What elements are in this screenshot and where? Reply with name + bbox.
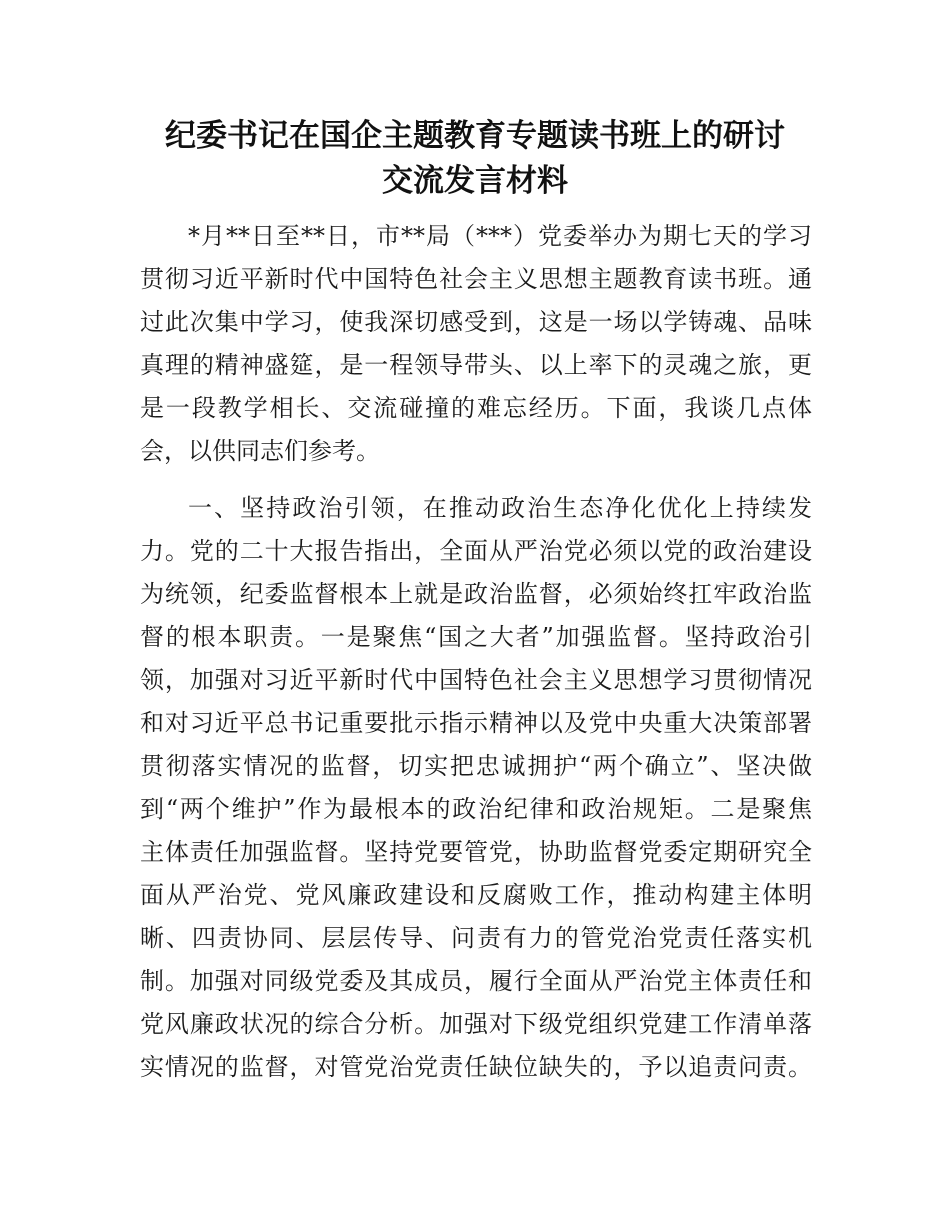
- document-title-line-1: 纪委书记在国企主题教育专题读书班上的研讨: [165, 118, 785, 154]
- paragraph-line: 贯彻习近平新时代中国特色社会主义思想主题教育读书班。通: [140, 265, 812, 293]
- paragraph-line: 党风廉政状况的综合分析。加强对下级党组织党建工作清单落: [140, 1010, 812, 1038]
- document-title-line-2: 交流发言材料: [382, 163, 568, 199]
- paragraph-line: 为统领，纪委监督根本上就是政治监督，必须始终扛牢政治监: [140, 580, 812, 608]
- paragraph-line: 到“两个维护”作为最根本的政治纪律和政治规矩。二是聚焦: [140, 795, 812, 823]
- paragraph-line: 一、坚持政治引领，在推动政治生态净化优化上持续发: [188, 494, 812, 522]
- paragraph-line: 贯彻落实情况的监督，切实把忠诚拥护“两个确立”、坚决做: [140, 752, 812, 780]
- paragraph-line: 督的根本职责。一是聚焦“国之大者”加强监督。坚持政治引: [140, 623, 812, 651]
- paragraph-line: 主体责任加强监督。坚持党要管党，协助监督党委定期研究全: [140, 838, 812, 866]
- paragraph-line: 制。加强对同级党委及其成员，履行全面从严治党主体责任和: [140, 967, 812, 995]
- paragraph-line: 会，以供同志们参考。: [140, 437, 380, 465]
- paragraph-line: *月**日至**日，市**局（***）党委举办为期七天的学习: [188, 222, 812, 250]
- paragraph-line: 和对习近平总书记重要批示指示精神以及党中央重大决策部署: [140, 709, 812, 737]
- paragraph-line: 实情况的监督，对管党治党责任缺位缺失的，予以追责问责。: [140, 1053, 812, 1081]
- paragraph-line: 真理的精神盛筵，是一程领导带头、以上率下的灵魂之旅，更: [140, 351, 812, 379]
- paragraph-line: 晰、四责协同、层层传导、问责有力的管党治党责任落实机: [140, 924, 812, 952]
- paragraph-line: 力。党的二十大报告指出，全面从严治党必须以党的政治建设: [140, 537, 812, 565]
- paragraph-line: 面从严治党、党风廉政建设和反腐败工作，推动构建主体明: [140, 881, 812, 909]
- paragraph-line: 领，加强对习近平新时代中国特色社会主义思想学习贯彻情况: [140, 666, 812, 694]
- paragraph-line: 过此次集中学习，使我深切感受到，这是一场以学铸魂、品味: [140, 308, 812, 336]
- paragraph-line: 是一段教学相长、交流碰撞的难忘经历。下面，我谈几点体: [140, 394, 812, 422]
